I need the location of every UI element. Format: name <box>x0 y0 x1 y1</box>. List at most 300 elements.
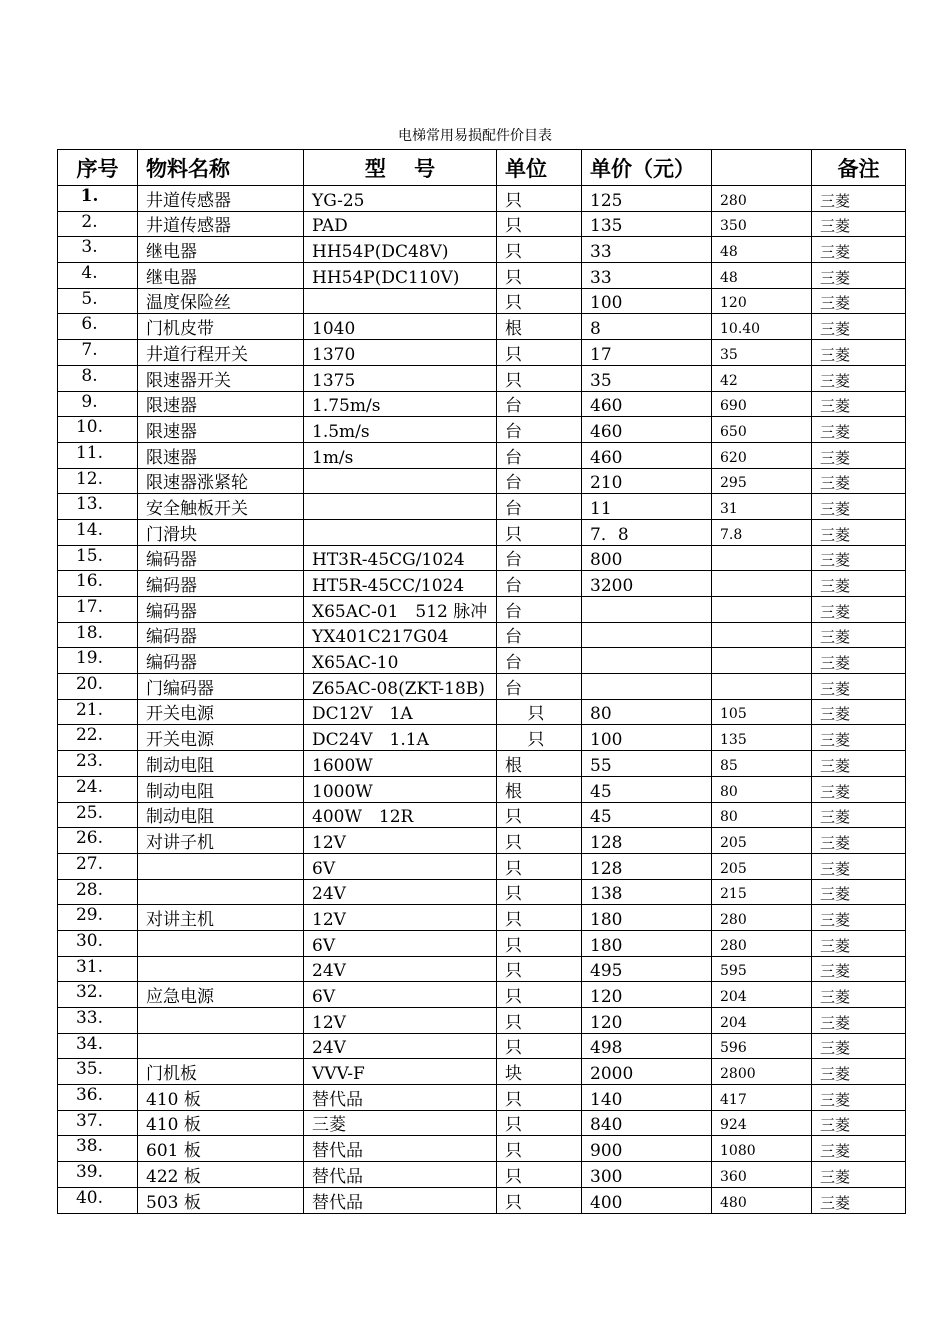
cell-unit: 台 <box>497 468 582 494</box>
cell-model: HT5R-45CC/1024 <box>304 571 497 597</box>
cell-model <box>304 494 497 520</box>
cell-no: 13. <box>58 494 138 520</box>
cell-model: YX401C217G04 <box>304 622 497 648</box>
cell-no: 22. <box>58 725 138 751</box>
cell-unit: 台 <box>497 417 582 443</box>
cell-price2: 280 <box>712 930 812 956</box>
cell-name: 对讲主机 <box>138 905 304 931</box>
cell-price2: 204 <box>712 982 812 1008</box>
cell-unit: 只 <box>497 237 582 263</box>
cell-note: 三菱 <box>812 622 906 648</box>
cell-note: 三菱 <box>812 802 906 828</box>
table-row <box>58 442 906 468</box>
cell-no: 28. <box>58 879 138 905</box>
table-row <box>58 1033 906 1059</box>
cell-no: 5. <box>58 288 138 314</box>
cell-no: 26. <box>58 828 138 854</box>
cell-note: 三菱 <box>812 648 906 674</box>
cell-price2: 135 <box>712 725 812 751</box>
cell-price: 2000 <box>582 1059 712 1085</box>
cell-price: 35 <box>582 365 712 391</box>
cell-price: 120 <box>582 1008 712 1034</box>
table-row <box>58 263 906 289</box>
cell-price: 8 <box>582 314 712 340</box>
table-row <box>58 956 906 982</box>
cell-no: 24. <box>58 776 138 802</box>
cell-price2: 42 <box>712 365 812 391</box>
cell-price: 80 <box>582 699 712 725</box>
cell-no: 17. <box>58 597 138 623</box>
cell-price2: 204 <box>712 1008 812 1034</box>
cell-unit: 只 <box>497 802 582 828</box>
cell-name: 限速器 <box>138 417 304 443</box>
cell-model: HH54P(DC110V) <box>304 263 497 289</box>
cell-price2: 596 <box>712 1033 812 1059</box>
cell-price: 140 <box>582 1085 712 1111</box>
cell-price: 138 <box>582 879 712 905</box>
cell-name <box>138 853 304 879</box>
cell-price: 100 <box>582 288 712 314</box>
cell-name: 限速器 <box>138 391 304 417</box>
cell-model: 1m/s <box>304 442 497 468</box>
cell-unit: 只 <box>497 1110 582 1136</box>
cell-price2: 80 <box>712 776 812 802</box>
cell-note: 三菱 <box>812 930 906 956</box>
cell-name: 编码器 <box>138 597 304 623</box>
cell-note: 三菱 <box>812 391 906 417</box>
cell-no: 14. <box>58 519 138 545</box>
cell-unit: 只 <box>497 1033 582 1059</box>
cell-note: 三菱 <box>812 597 906 623</box>
cell-model: 6V <box>304 982 497 1008</box>
cell-no: 21. <box>58 699 138 725</box>
cell-price2: 1080 <box>712 1136 812 1162</box>
cell-model: X65AC-01 512 脉冲 <box>304 597 497 623</box>
cell-price2 <box>712 622 812 648</box>
cell-unit: 根 <box>497 751 582 777</box>
cell-price2: 48 <box>712 263 812 289</box>
cell-note: 三菱 <box>812 494 906 520</box>
cell-note: 三菱 <box>812 1110 906 1136</box>
cell-name: 601 板 <box>138 1136 304 1162</box>
cell-name: 继电器 <box>138 237 304 263</box>
cell-no: 40. <box>58 1187 138 1213</box>
cell-no: 19. <box>58 648 138 674</box>
cell-price: 900 <box>582 1136 712 1162</box>
cell-name: 编码器 <box>138 545 304 571</box>
cell-no: 10. <box>58 417 138 443</box>
cell-price2: 7.8 <box>712 519 812 545</box>
cell-price2: 10.40 <box>712 314 812 340</box>
cell-no: 33. <box>58 1008 138 1034</box>
cell-unit: 只 <box>497 956 582 982</box>
table-row <box>58 1008 906 1034</box>
table-row <box>58 699 906 725</box>
cell-name: 井道传感器 <box>138 186 304 212</box>
cell-price2: 205 <box>712 828 812 854</box>
cell-no: 3. <box>58 237 138 263</box>
cell-price: 498 <box>582 1033 712 1059</box>
cell-note: 三菱 <box>812 571 906 597</box>
cell-price: 180 <box>582 930 712 956</box>
cell-model: X65AC-10 <box>304 648 497 674</box>
cell-note: 三菱 <box>812 879 906 905</box>
cell-price: 460 <box>582 442 712 468</box>
cell-note: 三菱 <box>812 725 906 751</box>
table-row <box>58 930 906 956</box>
cell-note: 三菱 <box>812 828 906 854</box>
cell-price: 460 <box>582 417 712 443</box>
cell-model: YG-25 <box>304 186 497 212</box>
cell-name: 制动电阻 <box>138 802 304 828</box>
cell-unit: 只 <box>497 699 582 725</box>
table-row <box>58 982 906 1008</box>
cell-price: 400 <box>582 1187 712 1213</box>
cell-note: 三菱 <box>812 1136 906 1162</box>
cell-model: PAD <box>304 211 497 237</box>
cell-unit: 只 <box>497 1008 582 1034</box>
cell-name: 422 板 <box>138 1162 304 1188</box>
cell-name <box>138 956 304 982</box>
cell-price: 800 <box>582 545 712 571</box>
cell-price: 11 <box>582 494 712 520</box>
cell-unit: 只 <box>497 725 582 751</box>
table-row <box>58 340 906 366</box>
cell-price2: 35 <box>712 340 812 366</box>
cell-model: 6V <box>304 930 497 956</box>
cell-no: 34. <box>58 1033 138 1059</box>
cell-no: 12. <box>58 468 138 494</box>
cell-name <box>138 1033 304 1059</box>
cell-no: 25. <box>58 802 138 828</box>
cell-name: 编码器 <box>138 648 304 674</box>
cell-price: 45 <box>582 776 712 802</box>
cell-model: 替代品 <box>304 1085 497 1111</box>
cell-unit: 台 <box>497 597 582 623</box>
cell-unit: 只 <box>497 288 582 314</box>
cell-note: 三菱 <box>812 1187 906 1213</box>
cell-unit: 只 <box>497 982 582 1008</box>
cell-model: 12V <box>304 828 497 854</box>
cell-name: 继电器 <box>138 263 304 289</box>
cell-unit: 只 <box>497 211 582 237</box>
cell-model: 24V <box>304 956 497 982</box>
cell-model: 24V <box>304 1033 497 1059</box>
table-row <box>58 751 906 777</box>
cell-no: 29. <box>58 905 138 931</box>
cell-model: DC24V 1.1A <box>304 725 497 751</box>
cell-name: 410 板 <box>138 1110 304 1136</box>
cell-unit: 只 <box>497 519 582 545</box>
table-row <box>58 1162 906 1188</box>
table-row <box>58 622 906 648</box>
cell-note: 三菱 <box>812 751 906 777</box>
cell-price2: 105 <box>712 699 812 725</box>
table-row <box>58 1085 906 1111</box>
cell-no: 16. <box>58 571 138 597</box>
cell-model: 替代品 <box>304 1187 497 1213</box>
cell-name: 井道传感器 <box>138 211 304 237</box>
table-row <box>58 879 906 905</box>
table-row <box>58 674 906 700</box>
cell-price: 210 <box>582 468 712 494</box>
cell-price2: 480 <box>712 1187 812 1213</box>
cell-name: 制动电阻 <box>138 776 304 802</box>
table-row <box>58 314 906 340</box>
cell-price: 33 <box>582 263 712 289</box>
cell-note: 三菱 <box>812 417 906 443</box>
cell-no: 39. <box>58 1162 138 1188</box>
cell-price2: 120 <box>712 288 812 314</box>
cell-model: 1370 <box>304 340 497 366</box>
cell-unit: 台 <box>497 674 582 700</box>
cell-model <box>304 519 497 545</box>
cell-name: 安全触板开关 <box>138 494 304 520</box>
table-row <box>58 776 906 802</box>
cell-name: 井道行程开关 <box>138 340 304 366</box>
cell-price: 7．8 <box>582 519 712 545</box>
cell-price2: 215 <box>712 879 812 905</box>
header-price: 单价（元） <box>582 150 712 186</box>
cell-price2: 417 <box>712 1085 812 1111</box>
cell-unit: 台 <box>497 442 582 468</box>
cell-no: 6. <box>58 314 138 340</box>
cell-note: 三菱 <box>812 776 906 802</box>
cell-note: 三菱 <box>812 1085 906 1111</box>
cell-note: 三菱 <box>812 699 906 725</box>
cell-model <box>304 288 497 314</box>
cell-no: 32. <box>58 982 138 1008</box>
cell-model: 1000W <box>304 776 497 802</box>
cell-note: 三菱 <box>812 186 906 212</box>
cell-note: 三菱 <box>812 982 906 1008</box>
cell-model: 三菱 <box>304 1110 497 1136</box>
cell-price2: 31 <box>712 494 812 520</box>
cell-no: 11. <box>58 442 138 468</box>
table-row <box>58 494 906 520</box>
cell-unit: 只 <box>497 1136 582 1162</box>
cell-note: 三菱 <box>812 905 906 931</box>
cell-model: 12V <box>304 905 497 931</box>
cell-price: 33 <box>582 237 712 263</box>
table-row <box>58 1059 906 1085</box>
cell-no: 4. <box>58 263 138 289</box>
cell-price: 17 <box>582 340 712 366</box>
cell-price: 300 <box>582 1162 712 1188</box>
cell-name <box>138 879 304 905</box>
cell-note: 三菱 <box>812 1008 906 1034</box>
cell-model: 替代品 <box>304 1136 497 1162</box>
cell-price <box>582 622 712 648</box>
cell-unit: 台 <box>497 571 582 597</box>
cell-name: 编码器 <box>138 622 304 648</box>
cell-note: 三菱 <box>812 1162 906 1188</box>
table-row <box>58 545 906 571</box>
cell-model: 12V <box>304 1008 497 1034</box>
cell-price2: 650 <box>712 417 812 443</box>
cell-unit: 台 <box>497 648 582 674</box>
cell-unit: 台 <box>497 494 582 520</box>
page-title: 电梯常用易损配件价目表 <box>398 128 552 144</box>
table-row <box>58 1187 906 1213</box>
cell-name: 门机板 <box>138 1059 304 1085</box>
cell-price2: 80 <box>712 802 812 828</box>
cell-no: 35. <box>58 1059 138 1085</box>
cell-no: 30. <box>58 930 138 956</box>
table-row <box>58 211 906 237</box>
cell-price: 135 <box>582 211 712 237</box>
cell-model: 1.5m/s <box>304 417 497 443</box>
table-row <box>58 186 906 212</box>
cell-note: 三菱 <box>812 956 906 982</box>
table-row <box>58 597 906 623</box>
cell-note: 三菱 <box>812 1033 906 1059</box>
table-row <box>58 288 906 314</box>
cell-price: 128 <box>582 853 712 879</box>
cell-unit: 台 <box>497 622 582 648</box>
table-row <box>58 1110 906 1136</box>
cell-name: 限速器涨紧轮 <box>138 468 304 494</box>
cell-unit: 只 <box>497 365 582 391</box>
header-name: 物料名称 <box>138 150 304 186</box>
cell-no: 23. <box>58 751 138 777</box>
cell-price2 <box>712 648 812 674</box>
cell-no: 9. <box>58 391 138 417</box>
cell-note: 三菱 <box>812 545 906 571</box>
cell-price: 120 <box>582 982 712 1008</box>
cell-name: 门编码器 <box>138 674 304 700</box>
cell-no: 1. <box>58 186 138 212</box>
cell-unit: 只 <box>497 1085 582 1111</box>
cell-price2: 360 <box>712 1162 812 1188</box>
cell-note: 三菱 <box>812 674 906 700</box>
cell-note: 三菱 <box>812 1059 906 1085</box>
cell-name: 对讲子机 <box>138 828 304 854</box>
header-no: 序号 <box>58 150 138 186</box>
cell-model: 替代品 <box>304 1162 497 1188</box>
cell-price <box>582 674 712 700</box>
cell-no: 8. <box>58 365 138 391</box>
cell-name: 开关电源 <box>138 699 304 725</box>
cell-price: 180 <box>582 905 712 931</box>
cell-unit: 只 <box>497 186 582 212</box>
cell-name: 限速器开关 <box>138 365 304 391</box>
cell-name <box>138 930 304 956</box>
table-row <box>58 1136 906 1162</box>
cell-unit: 块 <box>497 1059 582 1085</box>
cell-name: 开关电源 <box>138 725 304 751</box>
cell-name: 限速器 <box>138 442 304 468</box>
cell-model: 6V <box>304 853 497 879</box>
cell-price: 125 <box>582 186 712 212</box>
cell-no: 7. <box>58 340 138 366</box>
table-row <box>58 905 906 931</box>
cell-name: 门机皮带 <box>138 314 304 340</box>
cell-no: 38. <box>58 1136 138 1162</box>
table-row <box>58 725 906 751</box>
cell-model: 1040 <box>304 314 497 340</box>
cell-unit: 根 <box>497 776 582 802</box>
cell-unit: 只 <box>497 879 582 905</box>
table-row <box>58 365 906 391</box>
header-unit: 单位 <box>497 150 582 186</box>
cell-price <box>582 648 712 674</box>
cell-price2: 295 <box>712 468 812 494</box>
cell-name: 503 板 <box>138 1187 304 1213</box>
cell-price2: 85 <box>712 751 812 777</box>
cell-price2: 48 <box>712 237 812 263</box>
table-row <box>58 828 906 854</box>
cell-price2: 350 <box>712 211 812 237</box>
cell-name: 制动电阻 <box>138 751 304 777</box>
cell-unit: 只 <box>497 930 582 956</box>
cell-unit: 只 <box>497 853 582 879</box>
cell-name: 门滑块 <box>138 519 304 545</box>
cell-unit: 只 <box>497 340 582 366</box>
cell-model: 1375 <box>304 365 497 391</box>
cell-price2 <box>712 571 812 597</box>
cell-note: 三菱 <box>812 288 906 314</box>
cell-model: 1600W <box>304 751 497 777</box>
table-row <box>58 391 906 417</box>
cell-no: 37. <box>58 1110 138 1136</box>
cell-price: 100 <box>582 725 712 751</box>
cell-model: 24V <box>304 879 497 905</box>
cell-note: 三菱 <box>812 853 906 879</box>
cell-price2: 280 <box>712 186 812 212</box>
cell-note: 三菱 <box>812 237 906 263</box>
cell-no: 36. <box>58 1085 138 1111</box>
cell-price <box>582 597 712 623</box>
cell-name: 应急电源 <box>138 982 304 1008</box>
cell-price2 <box>712 545 812 571</box>
cell-no: 15. <box>58 545 138 571</box>
cell-name <box>138 1008 304 1034</box>
cell-note: 三菱 <box>812 365 906 391</box>
table-row <box>58 648 906 674</box>
table-row <box>58 571 906 597</box>
table-row <box>58 519 906 545</box>
cell-no: 2. <box>58 211 138 237</box>
cell-note: 三菱 <box>812 314 906 340</box>
cell-unit: 只 <box>497 828 582 854</box>
cell-price2: 205 <box>712 853 812 879</box>
cell-no: 20. <box>58 674 138 700</box>
cell-no: 18. <box>58 622 138 648</box>
cell-price: 495 <box>582 956 712 982</box>
cell-price2: 924 <box>712 1110 812 1136</box>
cell-name: 编码器 <box>138 571 304 597</box>
cell-price: 840 <box>582 1110 712 1136</box>
cell-note: 三菱 <box>812 263 906 289</box>
header-price2 <box>712 150 812 186</box>
cell-price2: 620 <box>712 442 812 468</box>
table-header-row <box>58 150 906 186</box>
cell-unit: 只 <box>497 1162 582 1188</box>
cell-price: 45 <box>582 802 712 828</box>
cell-model: HT3R-45CG/1024 <box>304 545 497 571</box>
cell-price2: 280 <box>712 905 812 931</box>
cell-note: 三菱 <box>812 468 906 494</box>
table-row <box>58 853 906 879</box>
cell-model: DC12V 1A <box>304 699 497 725</box>
cell-unit: 只 <box>497 905 582 931</box>
cell-note: 三菱 <box>812 211 906 237</box>
cell-unit: 台 <box>497 391 582 417</box>
table-row <box>58 802 906 828</box>
header-note: 备注 <box>812 150 906 186</box>
cell-price2: 595 <box>712 956 812 982</box>
